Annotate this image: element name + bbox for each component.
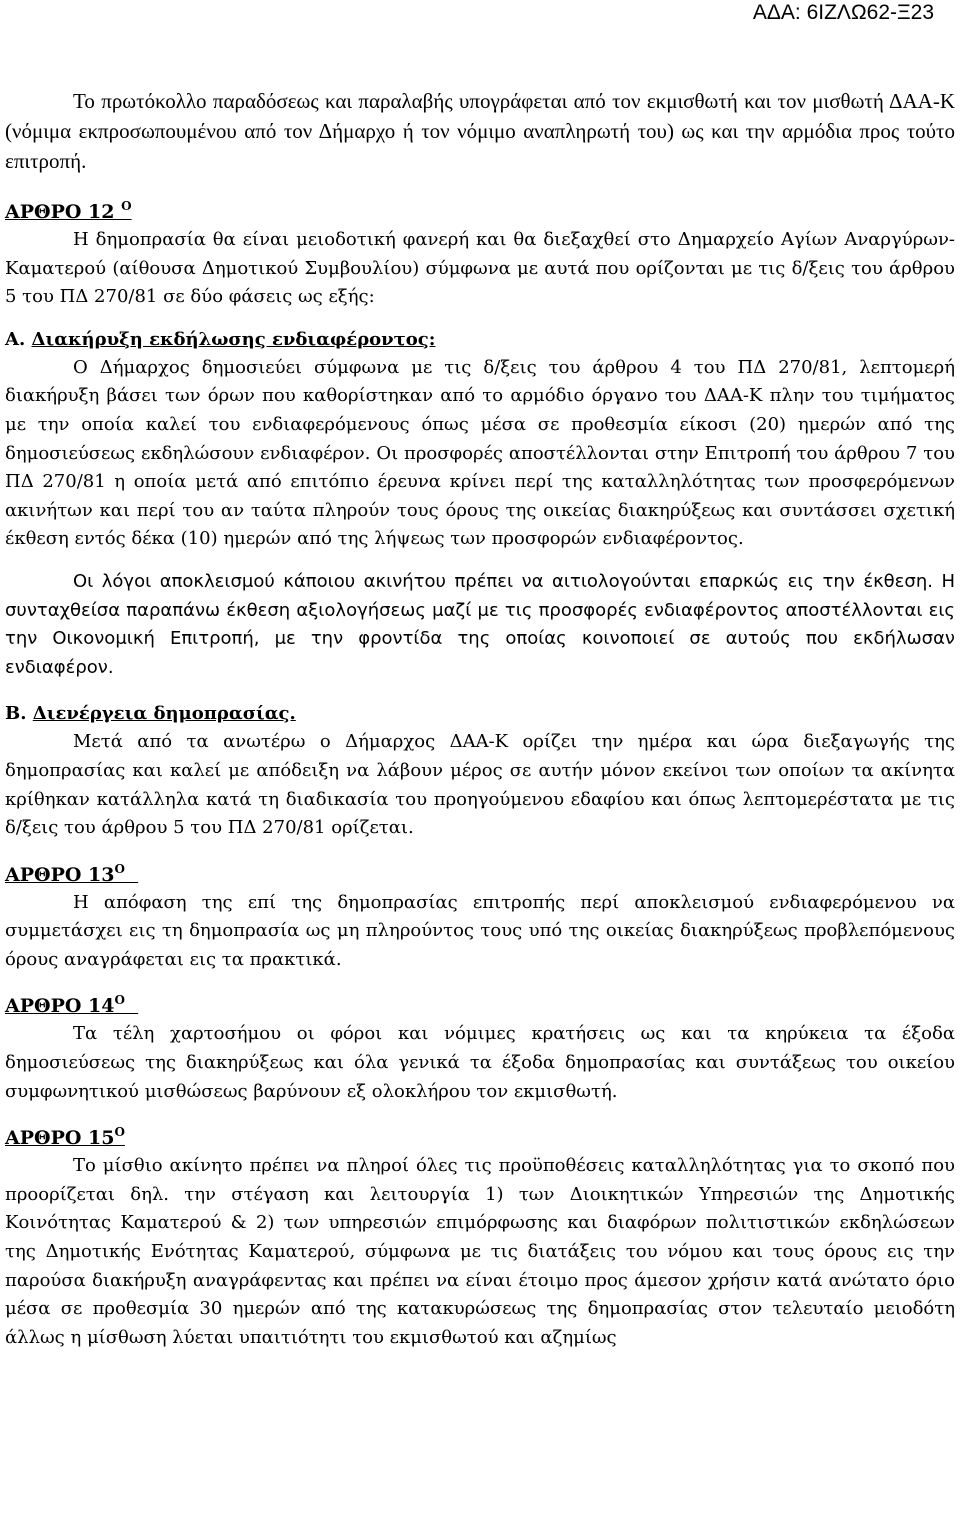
section-b-title: Β. Διενέργεια δημοπρασίας. xyxy=(5,703,296,725)
section-a-body-2: Οι λόγοι αποκλεισμού κάποιου ακινήτου πρέπει να αιτιολογούνται επαρκώς εις την έκθεση. Η συνταχθείσα παραπάνω έκθεση αξιολογήσεως μαζί με τις προσφορές ενδιαφέροντος αποστέλλονται εις την Οικονομική Επιτροπή, με την φροντίδα της οποίας κοινοποιεί σε αυτούς που εκδήλωσαν ενδιαφέρον. xyxy=(5,570,955,678)
article-13-body: Η απόφαση της επί της δημοπρασίας επιτροπής περί αποκλεισμού ενδιαφερόμενου να συμμετάσχει εις τη δημοπρασία ως μη πληρούντος τους υπό της οικείας διακηρύξεως προβλεπόμενους όρους αναγράφεται εις τα πρακτικά. xyxy=(5,891,955,970)
article-14-title: ΑΡΘΡΟ $14^O$ xyxy=(5,993,125,1018)
article-14-body: Τα τέλη χαρτοσήμου οι φόροι και νόμιμες κρατήσεις ως και τα κηρύκεια τα έξοδα δημοσιεύσεως της διακηρύξεως και όλα γενικά τα έξοδα δημοπρασίας και συντάξεως του οικείου συμφωνητικού μισθώσεως βαρύνουν εξ ολοκλήρου τον εκμισθωτή. xyxy=(5,1023,955,1102)
section-b-body: Μετά από τα ανωτέρω ο Δήμαρχος ΔΑΑ-Κ ορίζει την ημέρα και ώρα διεξαγωγής της δημοπρασίας και καλεί με απόδειξη να λάβουν μέρος σε αυτήν μόνον εκείνοι των οποίων τα ακίνητα κρίθηκαν κατάλληλα κατά τη διαδικασία του προηγούμενου εδαφίου και όπως λεπτομερέστατα με τις δ/ξεις του άρθρου 5 του ΠΔ 270/81 ορίζεται. xyxy=(5,731,955,839)
article-12-title: ΑΡΘΡΟ 12 $^O$ xyxy=(5,199,132,223)
article-12 xyxy=(5,198,955,843)
ada-code: ΑΔΑ: 6ΙΖΛΩ62-Ξ23 xyxy=(752,1,934,24)
article-15 xyxy=(5,1124,955,1352)
article-15-title: ΑΡΘΡΟ $15^O$ xyxy=(5,1125,125,1150)
article-12-body: Η δημοπρασία θα είναι μειοδοτική φανερή και θα διεξαχθεί στο Δημαρχείο Αγίων Αναργύρων-Καματερού (αίθουσα Δημοτικού Συμβουλίου) σύμφωνα με αυτά που ορίζονται με τις δ/ξεις του άρθρου 5 του ΠΔ 270/81 σε δύο φάσεις ως εξής: xyxy=(5,229,955,308)
section-a-title: Α. Διακήρυξη εκδήλωσης ενδιαφέροντος: xyxy=(5,328,436,350)
article-14 xyxy=(5,992,955,1106)
article-13-title: ΑΡΘΡΟ $13^O$ xyxy=(5,861,125,886)
article-15-body: Το μίσθιο ακίνητο πρέπει να πληροί όλες τις προϋποθέσεις καταλληλότητας για το σκοπό που προορίζεται δηλ. την στέγαση και λειτουργία 1) των Διοικητικών Υπηρεσιών της Δημοτικής Κοινότητας Καματερού & 2) των υπηρεσιών επιμόρφωσης και διαφόρων πολιτιστικών εκδηλώσεων της Δημοτικής Ενότητας Καματερού, σύμφωνα με τις διατάξεις του νόμου και τους όρους εις την παρούσα διακήρυξη αναγράφεντας και πρέπει να είναι έτοιμο προς άμεσον χρήσιν κατά ανώτατο όριο μέσα σε προθεσμία 30 ημερών από της κατακυρώσεως της δημοπρασίας στον τελευταίο μειοδότη άλλως η μίσθωση λύεται υπαιτιότητι του εκμισθωτού και αζημίως xyxy=(5,1155,955,1348)
document-body xyxy=(5,86,955,1352)
intro-paragraph xyxy=(5,86,955,176)
section-a-body: Ο Δήμαρχος δημοσιεύει σύμφωνα με τις δ/ξεις του άρθρου 4 του ΠΔ 270/81, λεπτομερή διακήρυξη βάσει των όρων που καθορίστηκαν από το αρμόδιο όργανο του ΔΑΑ-Κ πλην του τιμήματος με την οποία καλεί του ενδιαφερόμενους όπως μέσα σε προθεσμία είκοσι (20) ημερών από της δημοσιεύσεως εκδηλώσουν ενδιαφέρον. Οι προσφορές αποστέλλονται στην Επιτροπή του άρθρου 7 του ΠΔ 270/81 η οποία μετά από επιτόπιο έρευνα κρίνει περί της καταλληλότητας των προσφερόμενων ακινήτων και περί του αν ταύτα πληρούν τους όρους της οικείας διακηρύξεως και συντάσσει σχετική έκθεση εντός δέκα (10) ημερών από της λήψεως των προσφορών ενδιαφέροντος. xyxy=(5,356,955,550)
intro-text: Το πρωτόκολλο παραδόσεως και παραλαβής υπογράφεται από τον εκμισθωτή και τον μισθωτή ΔΑΑ-Κ (νόμιμα εκπροσωπουμένου από τον Δήμαρχο ή τον νόμιμο αναπληρωτή του) ως και την αρμόδια προς τούτο επιτροπή. xyxy=(5,89,955,173)
article-13 xyxy=(5,861,955,975)
